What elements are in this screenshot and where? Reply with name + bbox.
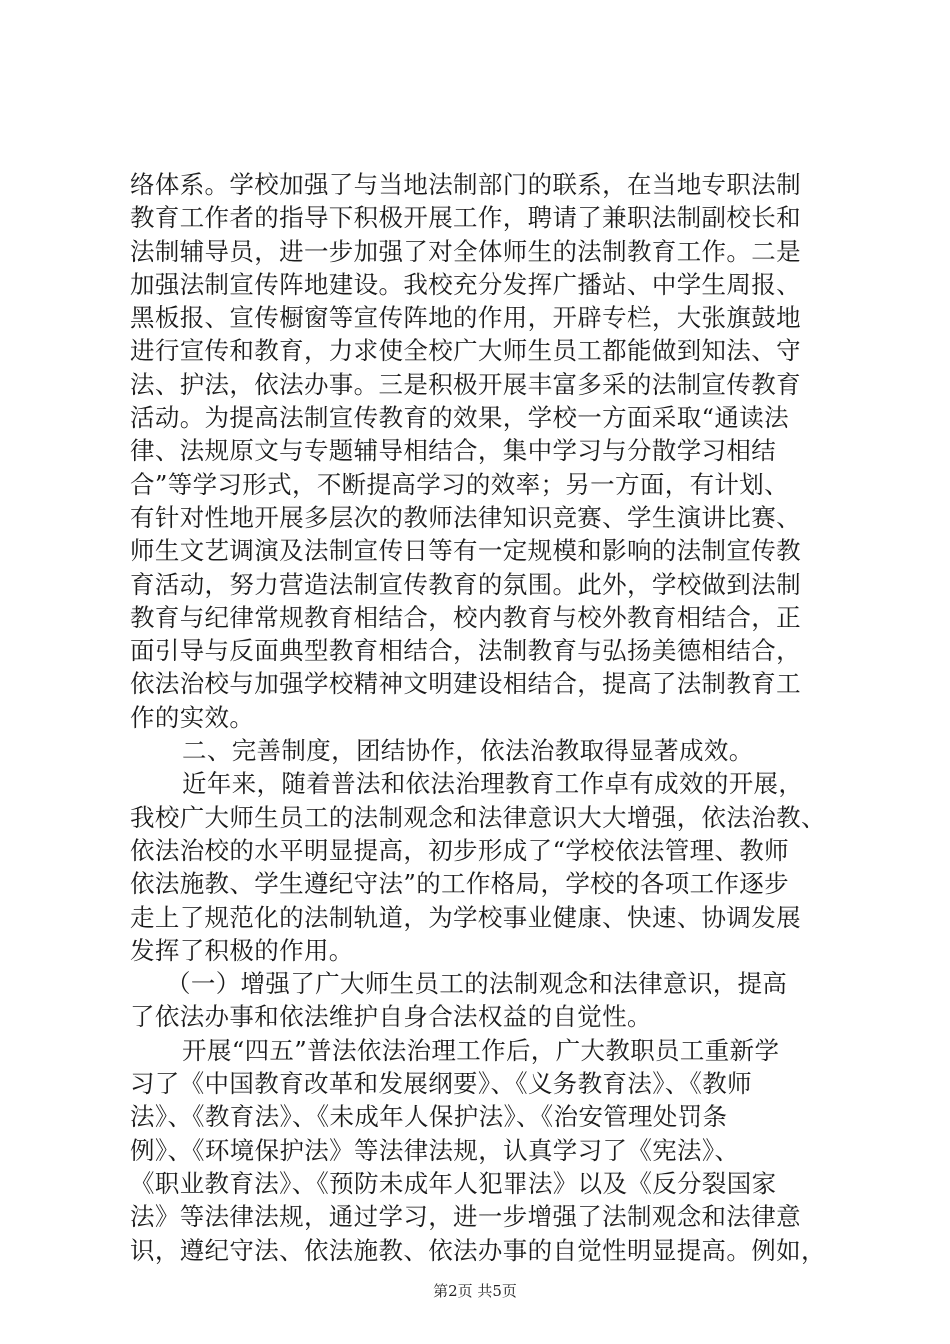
section-heading: 二、完善制度，团结协作，依法治教取得显著成效。 [182,736,754,766]
text-line: 《职业教育法》、《预防未成年人犯罪法》以及《反分裂国家 [130,1168,777,1198]
text-line: 法、护法，依法办事。三是积极开展丰富多采的法制宣传教育 [130,369,801,399]
text-line: 加强法制宣传阵地建设。我校充分发挥广播站、中学生周报、 [130,269,801,299]
text-line: 育活动，努力营造法制宣传教育的氛围。此外，学校做到法制 [130,569,801,599]
text-line: 依法治校与加强学校精神文明建设相结合，提高了法制教育工 [130,669,801,699]
text-line: 例》、《环境保护法》等法律法规，认真学习了《宪法》、 [130,1135,740,1165]
paragraph-start: 开展“四五”普法依法治理工作后，广大教职员工重新学 [182,1035,780,1065]
text-line: 法》等法律法规，通过学习，进一步增强了法制观念和法律意 [130,1202,801,1232]
text-line: 进行宣传和教育，力求使全校广大师生员工都能做到知法、守 [130,336,801,366]
text-line: 作的实效。 [130,702,255,732]
text-line: 我校广大师生员工的法制观念和法律意识大大增强，依法治教、 [130,802,826,832]
text-line: 了依法办事和依法维护自身合法权益的自觉性。 [130,1002,652,1032]
text-line: 法》、《教育法》、《未成年人保护法》、《治安管理处罚条 [130,1102,728,1132]
text-line: 发挥了积极的作用。 [130,935,354,965]
text-line: 师生文艺调演及法制宣传日等有一定规模和影响的法制宣传教 [130,536,801,566]
text-line: 教育与纪律常规教育相结合，校内教育与校外教育相结合，正 [130,602,801,632]
subsection-heading: （一）增强了广大师生员工的法制观念和法律意识，提高 [166,969,788,999]
text-line: 走上了规范化的法制轨道，为学校事业健康、快速、协调发展 [130,902,801,932]
text-line: 面引导与反面典型教育相结合，法制教育与弘扬美德相结合， [130,636,801,666]
text-line: 律、法规原文与专题辅导相结合，集中学习与分散学习相结 [130,436,777,466]
text-line: 活动。为提高法制宣传教育的效果，学校一方面采取“通读法 [130,403,789,433]
page-number-footer: 第2页 共5页 [433,1282,517,1300]
text-line: 依法施教、学生遵纪守法”的工作格局，学校的各项工作逐步 [130,869,789,899]
text-line: 依法治校的水平明显提高，初步形成了“学校依法管理、教师 [130,835,789,865]
text-line: 合”等学习形式，不断提高学习的效率；另一方面，有计划、 [130,469,789,499]
text-line: 识，遵纪守法、依法施教、依法办事的自觉性明显提高。例如， [130,1235,826,1265]
paragraph-start: 近年来，随着普法和依法治理教育工作卓有成效的开展， [182,769,804,799]
document-body [130,168,830,1267]
text-line: 教育工作者的指导下积极开展工作，聘请了兼职法制副校长和 [130,203,801,233]
text-line: 络体系。学校加强了与当地法制部门的联系，在当地专职法制 [130,170,801,199]
text-line: 法制辅导员，进一步加强了对全体师生的法制教育工作。二是 [130,236,801,266]
text-line: 有针对性地开展多层次的教师法律知识竞赛、学生演讲比赛、 [130,502,801,532]
text-line: 习了《中国教育改革和发展纲要》、《义务教育法》、《教师 [130,1069,752,1099]
text-line: 黑板报、宣传橱窗等宣传阵地的作用，开辟专栏，大张旗鼓地 [130,303,801,333]
